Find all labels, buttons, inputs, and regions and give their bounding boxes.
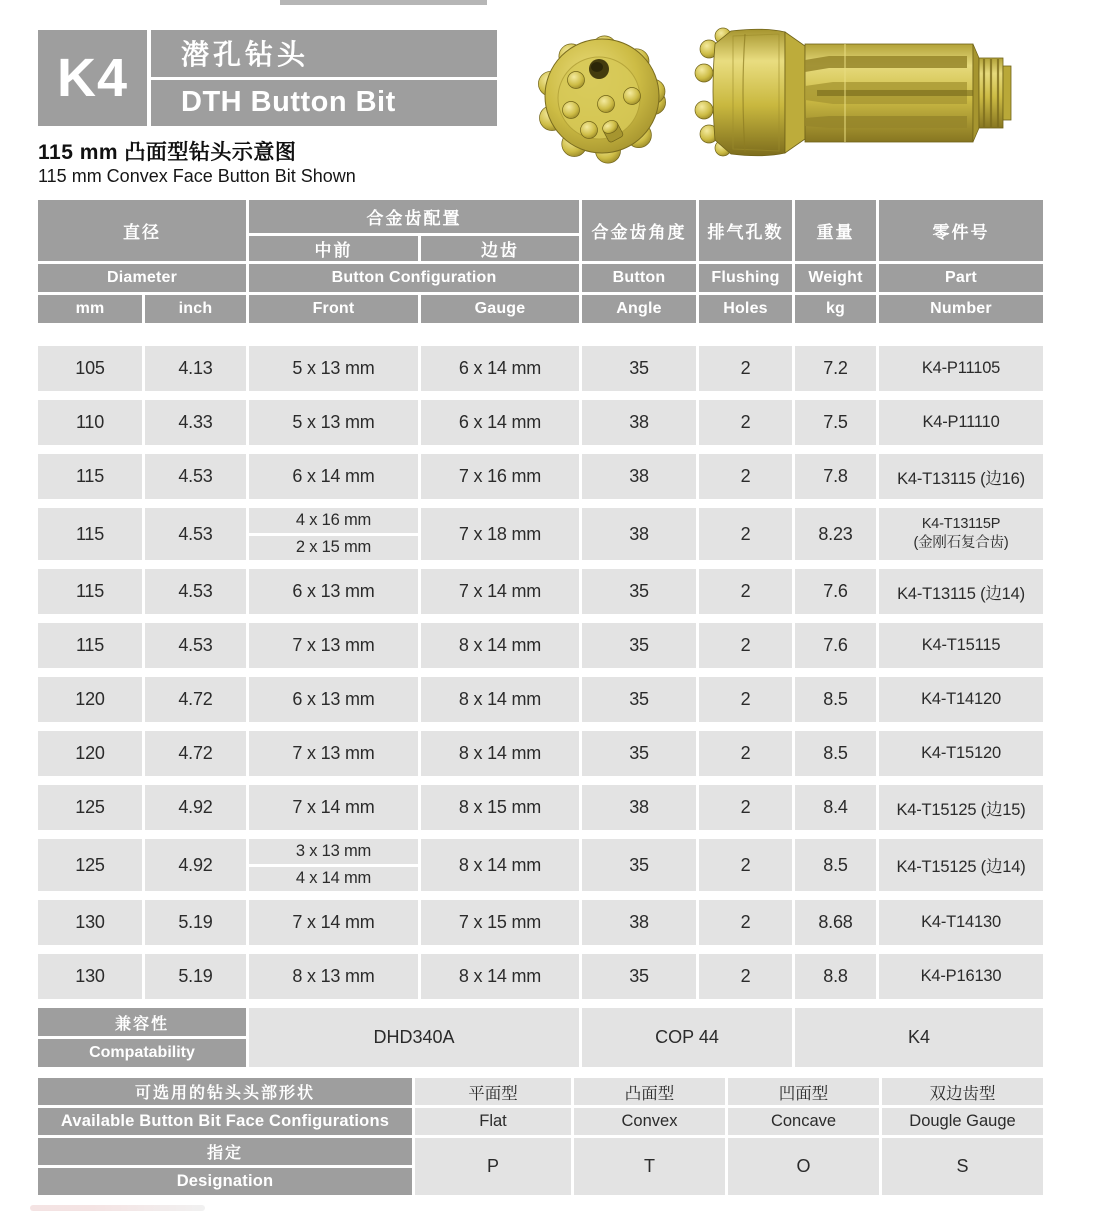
compatibility-label-zh: 兼容性 [38, 1008, 246, 1036]
header-config-en: Button Configuration [249, 264, 579, 292]
cell-gauge: 7 x 18 mm [421, 508, 579, 560]
cell-front [249, 508, 418, 560]
cell-weight: 8.5 [795, 731, 876, 776]
cell-holes: 2 [699, 454, 792, 499]
cell-angle: 35 [582, 569, 696, 614]
caption-zh: 115 mm 凸面型钻头示意图 [38, 141, 297, 164]
header-front: Front [249, 295, 418, 323]
cell-gauge: 7 x 15 mm [421, 900, 579, 945]
spec-row [38, 954, 1043, 999]
cell-gauge: 8 x 14 mm [421, 677, 579, 722]
cell-part [879, 400, 1043, 445]
cell-diameter-inch: 4.33 [145, 400, 246, 445]
face-type-en: Dougle Gauge [882, 1108, 1043, 1135]
cropped-top-artifact [280, 0, 487, 5]
cell-front [249, 400, 418, 445]
cell-diameter-mm: 125 [38, 785, 142, 830]
cell-part-line: K4-T14130 [921, 913, 1001, 931]
cell-diameter-inch: 4.53 [145, 454, 246, 499]
cell-front [249, 454, 418, 499]
designation-code: S [882, 1138, 1043, 1195]
cell-angle: 38 [582, 900, 696, 945]
cell-gauge: 8 x 14 mm [421, 731, 579, 776]
cell-weight: 7.6 [795, 623, 876, 668]
cell-diameter-inch: 4.72 [145, 677, 246, 722]
cell-weight: 7.6 [795, 569, 876, 614]
cropped-footer-artifact [30, 1205, 205, 1211]
face-type-zh: 凸面型 [574, 1078, 725, 1105]
header-part: Part [879, 264, 1043, 292]
cell-front-line: 7 x 13 mm [292, 743, 375, 763]
cell-gauge: 7 x 14 mm [421, 569, 579, 614]
cell-front-line: 7 x 14 mm [292, 912, 375, 932]
cell-part-line: (金刚石复合齿) [913, 535, 1009, 551]
cell-diameter-inch: 4.92 [145, 785, 246, 830]
header-number: Number [879, 295, 1043, 323]
face-type-zh: 平面型 [415, 1078, 571, 1105]
compatibility-value: DHD340A [249, 1008, 579, 1067]
cell-angle: 35 [582, 954, 696, 999]
cell-weight: 7.2 [795, 346, 876, 391]
cell-diameter-mm: 120 [38, 731, 142, 776]
cell-diameter-mm: 120 [38, 677, 142, 722]
cell-part [879, 346, 1043, 391]
cell-part-line: K4-T15115 [921, 636, 1001, 654]
bit-side-image [693, 26, 1013, 160]
cell-angle: 35 [582, 677, 696, 722]
cell-front-line: 7 x 13 mm [292, 635, 375, 655]
cell-part-line: K4-T15125 (边14) [896, 858, 1026, 876]
cell-gauge: 6 x 14 mm [421, 400, 579, 445]
cell-diameter-inch: 4.53 [145, 623, 246, 668]
cell-diameter-mm: 130 [38, 954, 142, 999]
designation-code: O [728, 1138, 879, 1195]
header-part-zh: 零件号 [879, 200, 1043, 261]
spec-row [38, 623, 1043, 668]
cell-angle: 38 [582, 785, 696, 830]
cell-weight: 7.5 [795, 400, 876, 445]
cell-front [249, 785, 418, 830]
product-title-en: DTH Button Bit [151, 80, 497, 127]
bit-face-image [533, 20, 671, 166]
cell-front-line: 5 x 13 mm [292, 358, 375, 378]
cell-gauge: 6 x 14 mm [421, 346, 579, 391]
cell-diameter-mm: 115 [38, 454, 142, 499]
header-holes: Holes [699, 295, 792, 323]
cell-diameter-inch: 4.13 [145, 346, 246, 391]
faceconf-label-zh: 可选用的钻头头部形状 [38, 1078, 412, 1105]
cell-holes: 2 [699, 954, 792, 999]
cell-front [249, 623, 418, 668]
face-type-en: Convex [574, 1108, 725, 1135]
cell-holes: 2 [699, 900, 792, 945]
cell-weight: 8.23 [795, 508, 876, 560]
spec-row [38, 400, 1043, 445]
header-gauge: Gauge [421, 295, 579, 323]
cell-front-line: 7 x 14 mm [292, 797, 375, 817]
cell-diameter-inch: 4.72 [145, 731, 246, 776]
cell-part-line: K4-P11105 [921, 359, 1001, 377]
header-angle-zh: 合金齿角度 [582, 200, 696, 261]
cell-holes: 2 [699, 785, 792, 830]
cell-holes: 2 [699, 677, 792, 722]
spec-table [38, 200, 1043, 999]
cell-gauge: 8 x 14 mm [421, 623, 579, 668]
cell-front-line: 4 x 16 mm [249, 508, 418, 536]
cell-angle: 35 [582, 731, 696, 776]
cell-holes: 2 [699, 731, 792, 776]
header-button: Button [582, 264, 696, 292]
spec-row [38, 839, 1043, 891]
header-kg: kg [795, 295, 876, 323]
header-mm: mm [38, 295, 142, 323]
cell-part [879, 839, 1043, 891]
cell-part [879, 508, 1043, 560]
cell-part [879, 677, 1043, 722]
cell-front [249, 954, 418, 999]
cell-diameter-mm: 115 [38, 569, 142, 614]
designation-code: P [415, 1138, 571, 1195]
cell-weight: 8.68 [795, 900, 876, 945]
model-badge: K4 [38, 30, 147, 126]
cell-diameter-mm: 105 [38, 346, 142, 391]
cell-angle: 38 [582, 508, 696, 560]
face-type-zh: 凹面型 [728, 1078, 879, 1105]
cell-front [249, 839, 418, 891]
header-flushing-zh: 排气孔数 [699, 200, 792, 261]
compatibility-value: COP 44 [582, 1008, 792, 1067]
header-diameter-en: Diameter [38, 264, 246, 292]
cell-angle: 38 [582, 454, 696, 499]
cell-part [879, 954, 1043, 999]
designation-code: T [574, 1138, 725, 1195]
cell-weight: 8.8 [795, 954, 876, 999]
cell-diameter-mm: 130 [38, 900, 142, 945]
cell-holes: 2 [699, 623, 792, 668]
spec-row [38, 346, 1043, 391]
header-front-zh: 中前 [249, 236, 418, 261]
cell-part-line: K4-T14120 [921, 690, 1001, 708]
cell-front [249, 569, 418, 614]
cell-diameter-inch: 4.92 [145, 839, 246, 891]
cell-angle: 38 [582, 400, 696, 445]
cell-part-line: K4-T13115 (边14) [897, 584, 1025, 603]
designation-label-zh: 指定 [38, 1138, 412, 1165]
cell-part [879, 900, 1043, 945]
brand-header [38, 30, 497, 126]
cell-weight: 8.4 [795, 785, 876, 830]
spec-table-body [38, 346, 1043, 999]
cell-diameter-inch: 4.53 [145, 508, 246, 560]
header-gauge-zh: 边齿 [421, 236, 579, 261]
cell-front [249, 900, 418, 945]
cell-part-line: K4-T15125 (边15) [896, 800, 1026, 819]
face-type-en: Concave [728, 1108, 879, 1135]
cell-weight: 8.5 [795, 839, 876, 891]
cell-front-line: 2 x 15 mm [295, 538, 372, 557]
cell-diameter-mm: 115 [38, 623, 142, 668]
spec-row [38, 508, 1043, 560]
cell-gauge: 8 x 14 mm [421, 839, 579, 891]
cell-holes: 2 [699, 508, 792, 560]
cell-front [249, 346, 418, 391]
header-angle: Angle [582, 295, 696, 323]
header-weight-zh: 重量 [795, 200, 876, 261]
designation-label-en: Designation [38, 1168, 412, 1195]
cell-angle: 35 [582, 839, 696, 891]
header-flushing: Flushing [699, 264, 792, 292]
cell-gauge: 8 x 14 mm [421, 954, 579, 999]
cell-front-line: 6 x 13 mm [292, 581, 375, 601]
cell-front-line: 8 x 13 mm [292, 966, 375, 986]
cell-diameter-mm: 125 [38, 839, 142, 891]
cell-diameter-inch: 5.19 [145, 900, 246, 945]
header-weight: Weight [795, 264, 876, 292]
cell-weight: 7.8 [795, 454, 876, 499]
cell-angle: 35 [582, 346, 696, 391]
spec-row [38, 454, 1043, 499]
cell-front-line: 5 x 13 mm [292, 412, 375, 432]
cell-diameter-mm: 110 [38, 400, 142, 445]
compatibility-label-en: Compatability [38, 1039, 246, 1067]
cell-part-line: K4-T13115P [921, 516, 1001, 533]
header-config-zh: 合金齿配置 [249, 200, 579, 233]
cell-part-line: K4-P11110 [922, 413, 1000, 431]
face-type-en: Flat [415, 1108, 571, 1135]
cell-front-line: 6 x 14 mm [292, 466, 375, 486]
title-box [151, 30, 497, 126]
cell-diameter-inch: 5.19 [145, 954, 246, 999]
cell-part [879, 731, 1043, 776]
face-configurations-section [38, 1078, 1043, 1195]
spec-row [38, 677, 1043, 722]
cell-front-line: 4 x 14 mm [295, 869, 372, 888]
cell-gauge: 8 x 15 mm [421, 785, 579, 830]
cell-gauge: 7 x 16 mm [421, 454, 579, 499]
cell-part [879, 623, 1043, 668]
cell-holes: 2 [699, 400, 792, 445]
spec-row [38, 900, 1043, 945]
header-inch: inch [145, 295, 246, 323]
cell-holes: 2 [699, 839, 792, 891]
faceconf-label-en: Available Button Bit Face Configurations [38, 1108, 412, 1135]
cell-weight: 8.5 [795, 677, 876, 722]
cell-part [879, 569, 1043, 614]
spec-row [38, 569, 1043, 614]
header-diameter-zh: 直径 [38, 200, 246, 261]
cell-part-line: K4-T15120 [921, 744, 1001, 762]
cell-part [879, 785, 1043, 830]
cell-diameter-inch: 4.53 [145, 569, 246, 614]
cell-front-line: 6 x 13 mm [292, 689, 375, 709]
caption-en: 115 mm Convex Face Button Bit Shown [38, 166, 356, 186]
spec-row [38, 785, 1043, 830]
cell-angle: 35 [582, 623, 696, 668]
cell-holes: 2 [699, 346, 792, 391]
spec-table-header [38, 200, 1043, 323]
cell-part-line: K4-P16130 [920, 967, 1002, 985]
spec-row [38, 731, 1043, 776]
cell-front [249, 677, 418, 722]
compatibility-section [38, 1008, 1043, 1067]
face-type-zh: 双边齿型 [882, 1078, 1043, 1105]
cell-front-line: 3 x 13 mm [249, 839, 418, 867]
cell-diameter-mm: 115 [38, 508, 142, 560]
cell-part-line: K4-T13115 (边16) [897, 469, 1025, 488]
cell-front [249, 731, 418, 776]
compatibility-value: K4 [795, 1008, 1043, 1067]
cell-part [879, 454, 1043, 499]
product-title-zh: 潜孔钻头 [151, 30, 497, 77]
cell-holes: 2 [699, 569, 792, 614]
